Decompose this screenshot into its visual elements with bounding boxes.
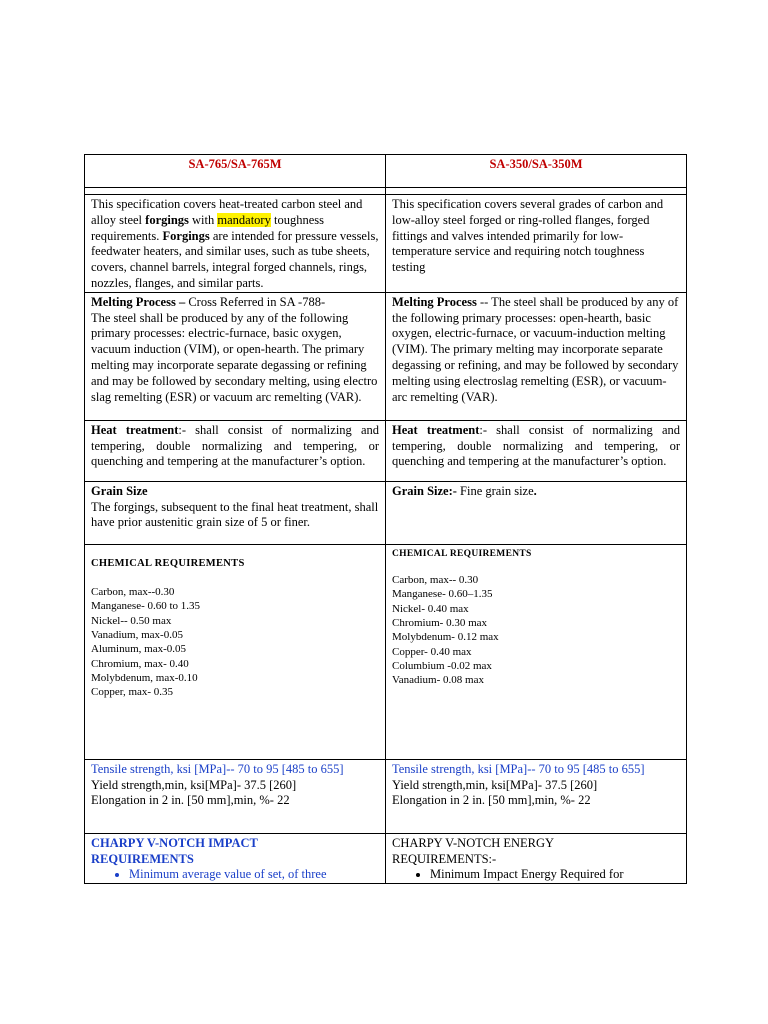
chemical-item: Vanadium, max-0.05 <box>91 628 183 641</box>
melting-row <box>85 292 687 420</box>
chemical-row <box>85 544 687 759</box>
heat-right: Heat treatment:- shall consist of normalizing and tempering, double normalizing and tempering, or quenching and tempering at the manufacturer’s option. <box>386 420 687 481</box>
melting-left: Melting Process – Cross Referred in SA -788- The steel shall be produced by any of the following primary processes: electric-furnace, basic oxygen, vacuum induction (VIM), or open-hearth. The primary melting may incorporate separate degassing or refining and may be followed by secondary melting, using electro slag remelting (ESR) or vacuum arc remelting (VAR). <box>85 292 386 420</box>
chemical-item: Carbon, max--0.30 <box>91 586 175 599</box>
chemical-item: Chromium, max- 0.40 <box>91 657 189 670</box>
chemical-right <box>386 544 687 759</box>
chemical-item: Columbium -0.02 max <box>392 659 492 672</box>
chemical-item: Molybdenum, max-0.10 <box>91 671 198 684</box>
intro-left: This specification covers heat-treated carbon steel and alloy steel forgings with mandatory toughness requirements. Forgings are intended for pressure vessels, feedwater heaters, and similar uses, such as tube sheets, covers, channel barrels, integral forged channels, rings, nozzles, flanges, and similar parts. <box>85 195 386 293</box>
chemical-item: Nickel-- 0.50 max <box>91 614 172 627</box>
chemical-item: Manganese- 0.60 to 1.35 <box>91 600 201 613</box>
spacer-row <box>85 188 687 195</box>
intro-row <box>85 195 687 293</box>
chemical-item: Copper, max- 0.35 <box>91 686 174 699</box>
elongation: Elongation in 2 in. [50 mm],min, %- 22 <box>91 793 290 808</box>
charpy-right <box>386 833 687 883</box>
tensile-right <box>386 759 687 833</box>
chemical-item: Manganese- 0.60–1.35 <box>392 588 493 601</box>
chemical-item: Chromium- 0.30 max <box>392 616 488 629</box>
charpy-list-left <box>91 867 379 883</box>
grain-left: Grain Size The forgings, subsequent to the final heat treatment, shall have prior austenitic grain size of 5 or finer. <box>85 481 386 544</box>
yield-strength: Yield strength,min, ksi[MPa]- 37.5 [260] <box>91 777 297 792</box>
chemical-item: Copper- 0.40 max <box>392 645 472 658</box>
chemical-item: Carbon, max-- 0.30 <box>392 574 479 587</box>
comparison-table <box>84 154 687 884</box>
header-left: SA-765/SA-765M <box>85 155 386 188</box>
charpy-title-left: CHARPY V-NOTCH IMPACT REQUIREMENTS <box>91 835 258 866</box>
charpy-title-right: CHARPY V-NOTCH ENERGY REQUIREMENTS:- <box>392 835 554 866</box>
chemical-item: Aluminum, max-0.05 <box>91 643 187 656</box>
header-right: SA-350/SA-350M <box>386 155 687 188</box>
yield-strength: Yield strength,min, ksi[MPa]- 37.5 [260] <box>392 777 598 792</box>
list-item: • Minimum Impact Energy Required for <box>430 867 680 883</box>
tensile-strength: Tensile strength, ksi [MPa]-- 70 to 95 [485 to 655] <box>392 761 645 776</box>
highlighted-word: mandatory <box>217 212 271 227</box>
chemical-title-left: CHEMICAL REQUIREMENTS <box>91 557 245 569</box>
tensile-row <box>85 759 687 833</box>
chemical-left <box>85 544 386 759</box>
melting-right: Melting Process -- The steel shall be produced by any of the following primary processes: open-hearth, basic oxygen, electric-furnace, or vacuum-induction melting (VIM). The primary melting may incorporate separate degassing or refining, and may be followed by secondary melting using electroslag remelting (ESR), or vacuum-arc remelting (VAR). <box>386 292 687 420</box>
chemical-item: Vanadium- 0.08 max <box>392 674 484 687</box>
heat-treatment-row <box>85 420 687 481</box>
intro-right: This specification covers several grades of carbon and low-alloy steel forged or ring-rolled flanges, forged fittings and valves intended primarily for low-temperature service and requiring notch toughness testing <box>386 195 687 293</box>
header-row <box>85 155 687 188</box>
list-item: • Minimum average value of set, of three <box>129 867 379 883</box>
tensile-strength: Tensile strength, ksi [MPa]-- 70 to 95 [485 to 655] <box>91 761 344 776</box>
grain-size-row <box>85 481 687 544</box>
charpy-left <box>85 833 386 883</box>
charpy-row <box>85 833 687 883</box>
chemical-title-right: CHEMICAL REQUIREMENTS <box>392 548 532 559</box>
tensile-left <box>85 759 386 833</box>
chemical-item: Nickel- 0.40 max <box>392 602 469 615</box>
heat-left: Heat treatment:- shall consist of normalizing and tempering, double normalizing and tempering, or quenching and tempering at the manufacturer’s option. <box>85 420 386 481</box>
grain-right: Grain Size:- Fine grain size. <box>386 481 687 544</box>
charpy-list-right <box>392 867 680 883</box>
chemical-item: Molybdenum- 0.12 max <box>392 631 499 644</box>
elongation: Elongation in 2 in. [50 mm],min, %- 22 <box>392 793 591 808</box>
